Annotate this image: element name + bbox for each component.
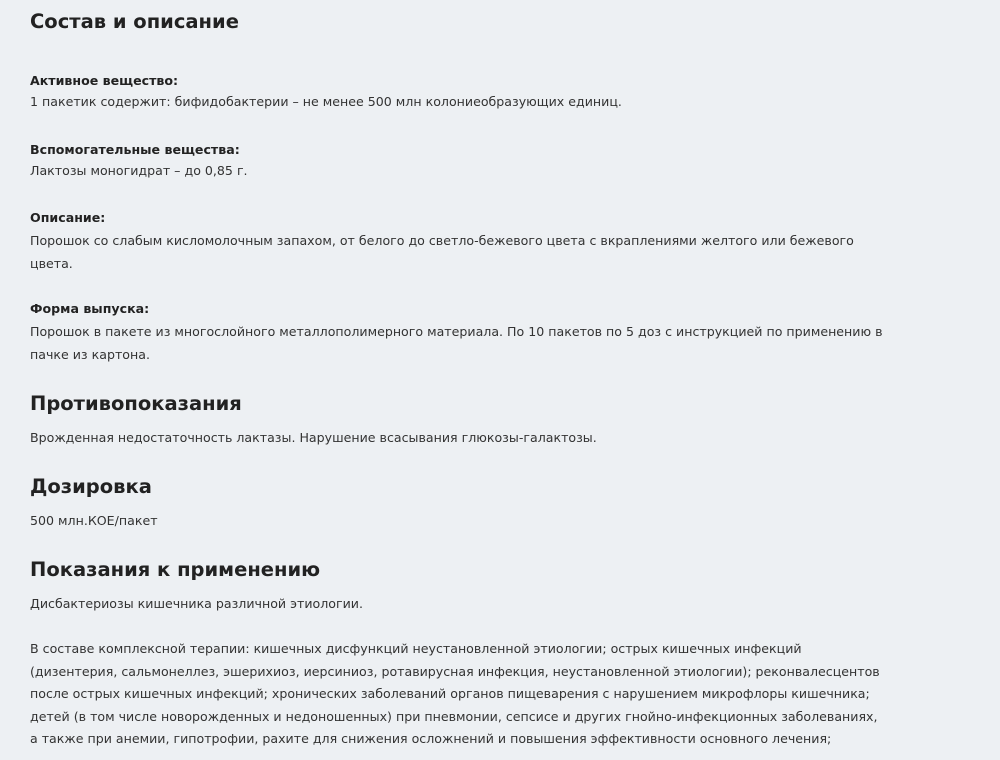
composition-heading: Состав и описание	[30, 10, 239, 33]
description-line: цвета.	[30, 255, 73, 271]
description-label: Описание:	[30, 210, 106, 225]
contraindications-heading: Противопоказания	[30, 392, 242, 415]
description-text	[30, 230, 880, 275]
excipients-label: Вспомогательные вещества:	[30, 142, 240, 157]
release-form-line: Порошок в пакете из многослойного металлополимерного материала. По 10 пакетов по 5 доз с инструкцией по применению в	[30, 324, 883, 339]
active-substance-line: 1 пакетик содержит: бифидобактерии – не менее 500 млн колониеобразующих единиц.	[30, 94, 622, 109]
indications-complex-line: (дизентерия, сальмонеллез, эшерихиоз, иерсиниоз, ротавирусная инфекция, неустановленной этиологии); реконвалесцентов	[30, 663, 880, 679]
indications-complex-line: а также при анемии, гипотрофии, рахите для снижения осложнений и повышения эффективности основного лечения;	[30, 731, 832, 747]
indications-text	[30, 593, 880, 616]
excipients-text	[30, 160, 880, 183]
indications-line: Дисбактериозы кишечника различной этиологии.	[30, 596, 363, 611]
indications-complex-line: после острых кишечных инфекций; хронических заболеваний органов пищеварения с нарушением микрофлоры кишечника;	[30, 686, 870, 702]
contraindications-line: Врожденная недостаточность лактазы. Нарушение всасывания глюкозы-галактозы.	[30, 430, 597, 445]
release-form-text	[30, 321, 883, 366]
dosage-heading: Дозировка	[30, 475, 152, 498]
release-form-label: Форма выпуска:	[30, 301, 150, 316]
indications-heading: Показания к применению	[30, 558, 321, 581]
description-line: Порошок со слабым кисломолочным запахом, от белого до светло-бежевого цвета с вкраплениями желтого или бежевого	[30, 233, 854, 248]
contraindications-text	[30, 427, 880, 450]
release-form-line: пачке из картона.	[30, 346, 150, 362]
dosage-line: 500 млн.КОЕ/пакет	[30, 513, 158, 528]
indications-complex-text	[30, 638, 880, 751]
active-substance-text	[30, 91, 880, 114]
indications-complex-line: В составе комплексной терапии: кишечных дисфункций неустановленной этиологии; острых кишечных инфекций	[30, 641, 802, 656]
dosage-text	[30, 510, 880, 533]
excipients-line: Лактозы моногидрат – до 0,85 г.	[30, 163, 248, 178]
active-substance-label: Активное вещество:	[30, 73, 179, 88]
indications-complex-line: детей (в том числе новорожденных и недоношенных) при пневмонии, сепсисе и других гнойно-инфекционных заболеваниях,	[30, 708, 878, 724]
